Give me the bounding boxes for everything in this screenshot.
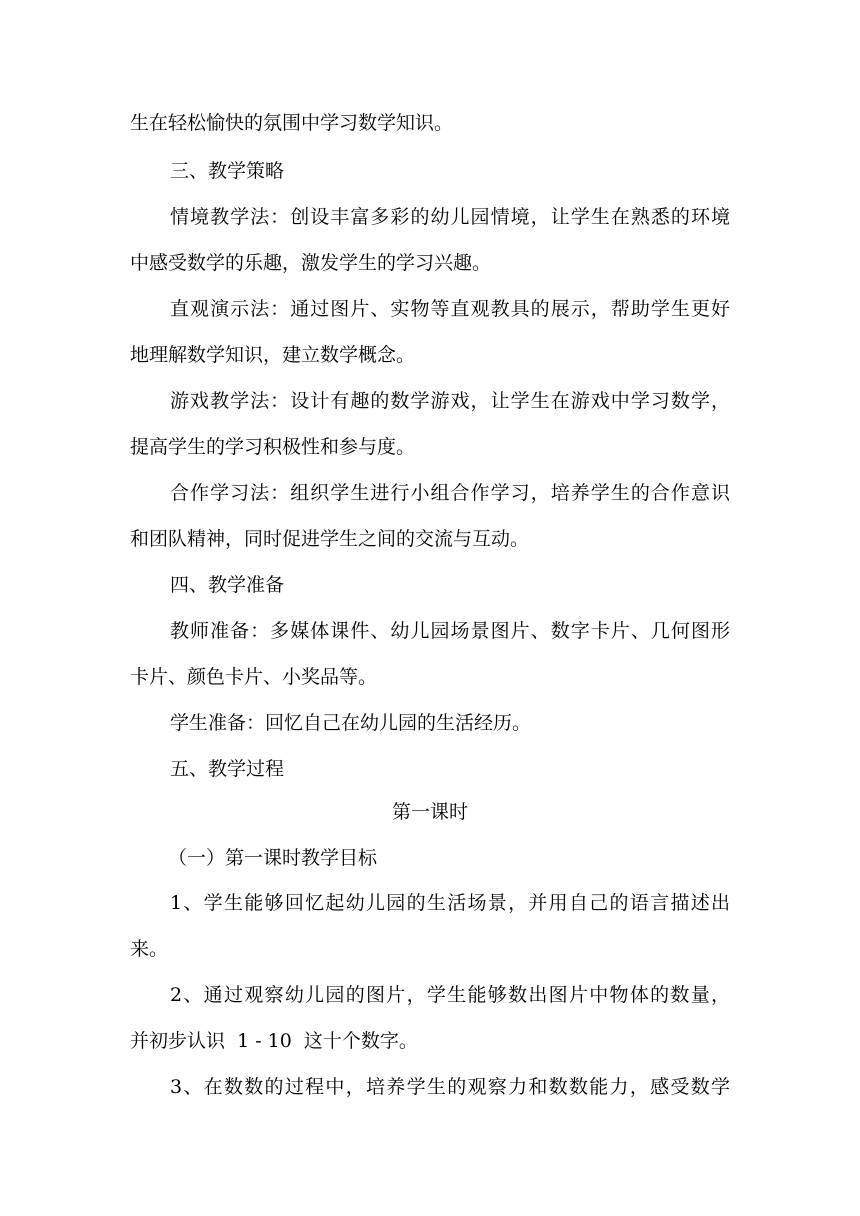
paragraph-line: 并初步认识 1 - 10 这十个数字。 (130, 1030, 418, 1052)
paragraph-line: 游戏教学法：设计有趣的数学游戏，让学生在游戏中学习数学， (170, 390, 730, 412)
paragraph-line: 直观演示法：通过图片、实物等直观教具的展示，帮助学生更好 (170, 298, 730, 320)
paragraph-line: 生在轻松愉快的氛围中学习数学知识。 (130, 112, 454, 134)
paragraph-line: 来。 (130, 938, 169, 960)
paragraph-line: 和团队精神，同时促进学生之间的交流与互动。 (130, 528, 530, 550)
paragraph-line: 3、在数数的过程中，培养学生的观察力和数数能力，感受数学 (170, 1076, 730, 1098)
paragraph-line: 中感受数学的乐趣，激发学生的学习兴趣。 (130, 252, 492, 274)
paragraph-line: 卡片、颜色卡片、小奖品等。 (130, 666, 378, 688)
paragraph-line: 合作学习法：组织学生进行小组合作学习，培养学生的合作意识 (170, 482, 730, 504)
paragraph-line: 地理解数学知识，建立数学概念。 (130, 344, 416, 366)
lesson-title: 第一课时 (391, 801, 468, 823)
section-heading-teaching-strategy: 三、教学策略 (170, 160, 285, 182)
paragraph-line: 1、学生能够回忆起幼儿园的生活场景，并用自己的语言描述出 (170, 892, 730, 914)
paragraph-line: 提高学生的学习积极性和参与度。 (130, 436, 416, 458)
paragraph-line: 学生准备：回忆自己在幼儿园的生活经历。 (170, 712, 532, 734)
paragraph-line: 教师准备：多媒体课件、幼儿园场景图片、数字卡片、几何图形 (170, 620, 730, 642)
paragraph-line: 2、通过观察幼儿园的图片，学生能够数出图片中物体的数量， (170, 984, 730, 1006)
section-heading-teaching-process: 五、教学过程 (170, 758, 285, 780)
paragraph-line: 情境教学法：创设丰富多彩的幼儿园情境，让学生在熟悉的环境 (170, 206, 730, 228)
section-heading-teaching-preparation: 四、教学准备 (170, 574, 285, 596)
subsection-heading: （一）第一课时教学目标 (168, 847, 378, 869)
